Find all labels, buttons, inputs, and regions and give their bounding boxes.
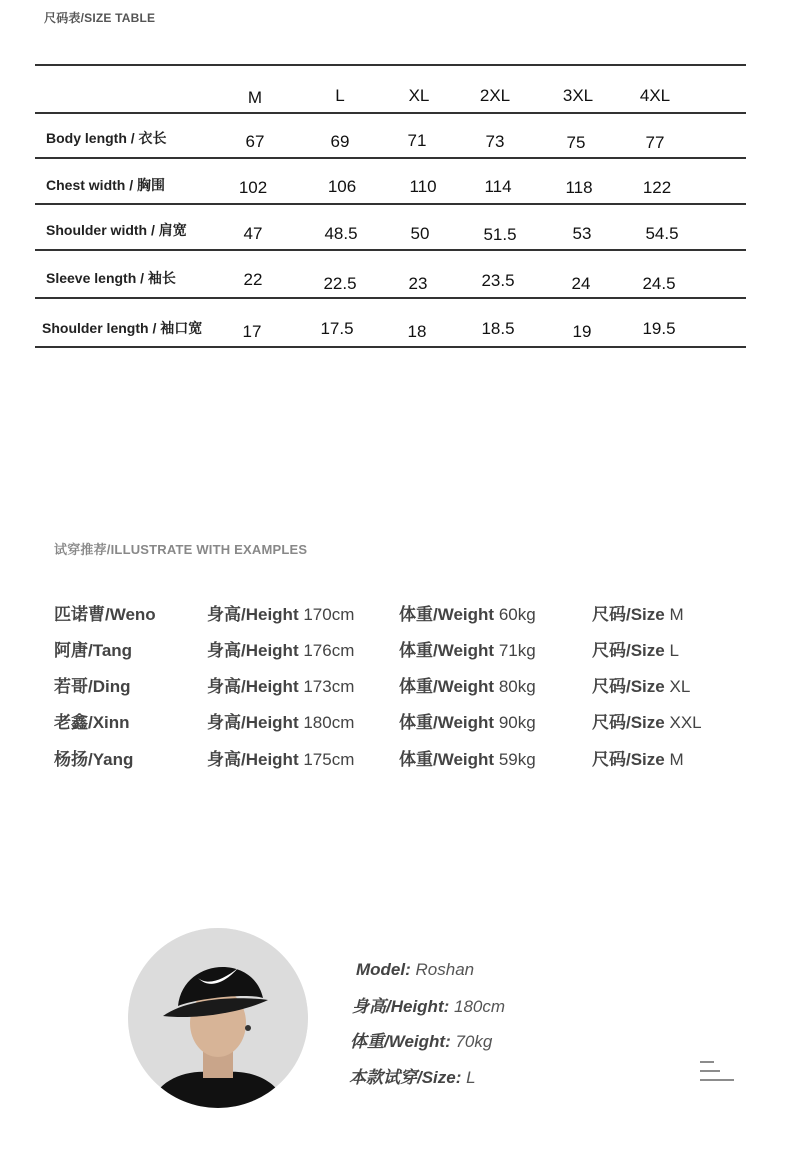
size-label: 尺码/Size <box>592 605 665 624</box>
model-height-line <box>352 992 505 1017</box>
size-label: 尺码/Size <box>592 641 665 660</box>
model-size: L <box>466 1068 476 1087</box>
model-weight: 70kg <box>455 1032 493 1051</box>
example-weight <box>399 600 536 625</box>
table-cell: 48.5 <box>324 224 358 243</box>
height-label: 身高/Height <box>207 750 299 769</box>
size-value: L <box>669 641 679 660</box>
size-header: 2XL <box>479 86 511 105</box>
table-cell: 17 <box>242 322 262 341</box>
model-name-line <box>356 960 474 980</box>
table-divider <box>35 297 746 299</box>
example-size <box>592 745 684 770</box>
example-name <box>54 672 131 697</box>
weight-label: 体重/Weight <box>399 677 495 696</box>
example-weight <box>399 636 536 661</box>
table-divider <box>35 346 746 348</box>
size-header: XL <box>408 86 430 105</box>
weight-label: 体重/Weight <box>399 641 495 660</box>
table-cell: 24.5 <box>642 274 676 293</box>
table-cell: 77 <box>645 133 665 152</box>
height-label: 身高/Height <box>207 713 299 732</box>
weight-value: 59kg <box>498 750 536 769</box>
height-value: 180cm <box>303 713 355 732</box>
name-text: 杨扬/Yang <box>54 750 134 769</box>
weight-value: 90kg <box>498 713 536 732</box>
table-cell: 22 <box>243 270 263 289</box>
table-cell: 118 <box>565 178 593 197</box>
model-name: Roshan <box>415 960 475 979</box>
size-value: M <box>669 750 684 769</box>
table-divider <box>35 112 746 114</box>
example-weight <box>399 708 536 733</box>
example-height <box>207 708 354 733</box>
example-height <box>207 600 354 625</box>
table-divider <box>35 249 746 251</box>
example-name <box>54 708 130 733</box>
table-cell: 102 <box>238 178 268 197</box>
example-height <box>207 672 354 697</box>
model-photo <box>128 928 308 1108</box>
menu-lines-icon <box>700 1060 734 1082</box>
table-cell: 24 <box>571 274 591 293</box>
height-label: 身高/Height <box>207 641 299 660</box>
table-cell: 51.5 <box>483 225 517 244</box>
table-divider <box>35 64 746 66</box>
model-height: 180cm <box>454 997 506 1016</box>
table-cell: 54.5 <box>645 224 679 243</box>
weight-label: 体重/Weight <box>399 750 495 769</box>
example-height <box>207 745 354 770</box>
table-cell: 53 <box>572 224 592 243</box>
example-size <box>592 672 690 697</box>
table-cell: 75 <box>566 133 586 152</box>
size-value: XXL <box>669 713 702 732</box>
example-weight <box>399 672 536 697</box>
table-cell: 22.5 <box>323 274 357 293</box>
example-size <box>592 600 684 625</box>
size-label: 尺码/Size <box>592 677 665 696</box>
row-label: Shoulder width / 肩宽 <box>46 222 187 238</box>
size-header: L <box>335 86 345 105</box>
model-weight-label: 体重/Weight: <box>350 1032 451 1051</box>
table-cell: 23 <box>408 274 428 293</box>
table-cell: 106 <box>327 177 357 196</box>
table-cell: 110 <box>409 177 437 196</box>
examples-title: 试穿推荐/ILLUSTRATE WITH EXAMPLES <box>54 542 308 557</box>
model-size-line <box>349 1063 476 1088</box>
model-name-label: Model: <box>356 960 411 979</box>
table-cell: 69 <box>330 132 350 151</box>
table-cell: 19.5 <box>642 319 676 338</box>
weight-label: 体重/Weight <box>399 605 495 624</box>
height-label: 身高/Height <box>207 605 299 624</box>
example-height <box>207 636 354 661</box>
example-size <box>592 636 679 661</box>
example-name <box>54 636 132 661</box>
table-cell: 73 <box>485 132 505 151</box>
weight-value: 71kg <box>498 641 536 660</box>
model-weight-line <box>350 1027 492 1052</box>
model-size-label: 本款试穿/Size: <box>349 1068 462 1087</box>
size-table-title: 尺码表/SIZE TABLE <box>44 11 156 25</box>
size-value: M <box>669 605 684 624</box>
name-text: 匹诺曹/Weno <box>54 605 156 624</box>
size-label: 尺码/Size <box>592 750 665 769</box>
height-value: 170cm <box>303 605 355 624</box>
model-illustration <box>128 928 308 1108</box>
table-cell: 18 <box>407 322 427 341</box>
row-label: Chest width / 胸围 <box>46 177 165 193</box>
model-height-label: 身高/Height: <box>352 997 450 1016</box>
height-value: 173cm <box>303 677 355 696</box>
size-header: 3XL <box>562 86 594 105</box>
table-cell: 23.5 <box>481 271 515 290</box>
table-cell: 71 <box>407 131 427 150</box>
table-cell: 50 <box>410 224 430 243</box>
weight-value: 80kg <box>498 677 536 696</box>
row-label: Sleeve length / 袖长 <box>46 270 176 286</box>
example-name <box>54 745 133 770</box>
name-text: 若哥/Ding <box>54 677 131 696</box>
height-value: 176cm <box>303 641 355 660</box>
example-weight <box>399 745 536 770</box>
table-cell: 122 <box>642 178 672 197</box>
table-cell: 19 <box>572 322 592 341</box>
table-cell: 114 <box>484 177 512 196</box>
example-name <box>54 600 156 625</box>
size-label: 尺码/Size <box>592 713 665 732</box>
row-label: Body length / 衣长 <box>46 130 167 146</box>
name-text: 阿唐/Tang <box>54 641 133 660</box>
name-text: 老鑫/Xinn <box>54 713 130 732</box>
table-divider <box>35 203 746 205</box>
size-value: XL <box>669 677 691 696</box>
size-header: 4XL <box>639 86 671 105</box>
height-label: 身高/Height <box>207 677 299 696</box>
height-value: 175cm <box>303 750 355 769</box>
table-cell: 67 <box>245 132 265 151</box>
example-size <box>592 708 702 733</box>
row-label: Shoulder length / 袖口宽 <box>42 320 203 336</box>
size-header: M <box>247 88 263 107</box>
weight-label: 体重/Weight <box>399 713 495 732</box>
table-cell: 17.5 <box>320 319 354 338</box>
table-divider <box>35 157 746 159</box>
weight-value: 60kg <box>498 605 536 624</box>
table-cell: 47 <box>243 224 263 243</box>
table-cell: 18.5 <box>481 319 515 338</box>
